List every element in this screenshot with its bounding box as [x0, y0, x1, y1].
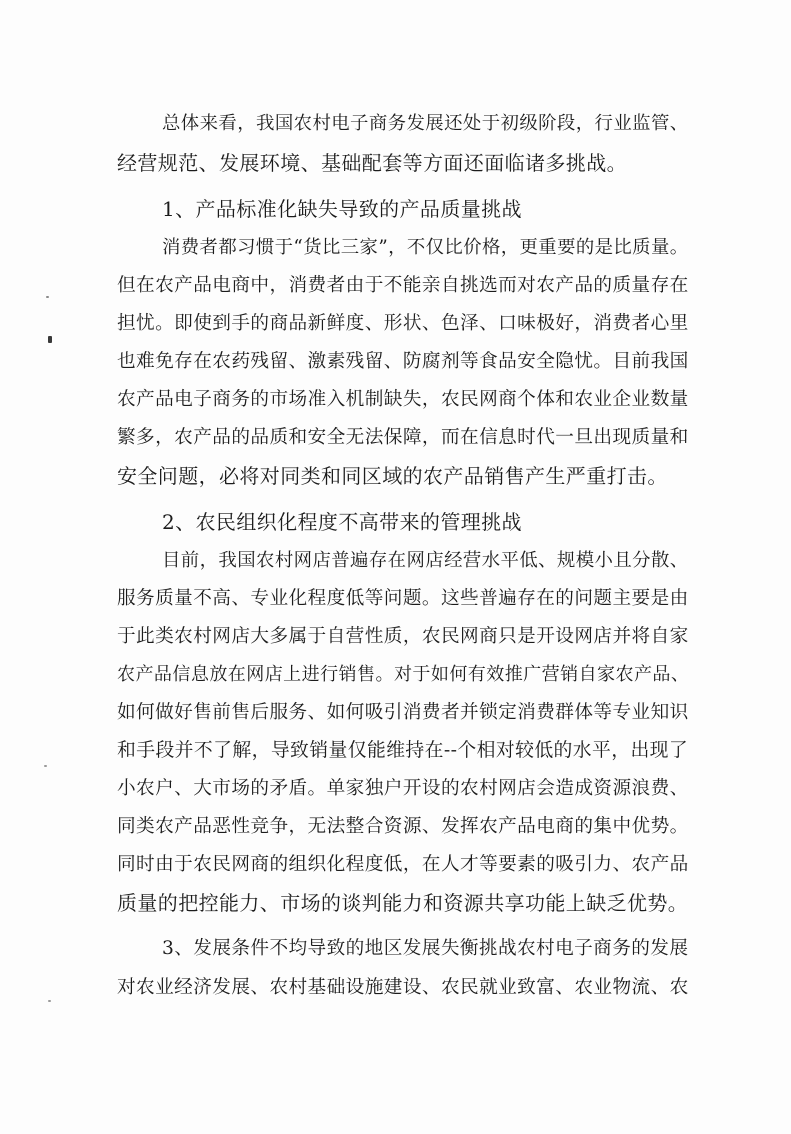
paragraph-line: 和手段并不了解，导致销量仅能维持在--个相对较低的水平，出现了: [117, 740, 689, 761]
paragraph-line: 消费者都习惯于“货比三家”，不仅比价格，更重要的是比质量。: [162, 237, 689, 258]
paragraph-line: 如何做好售前售后服务、如何吸引消费者并锁定消费群体等专业知识: [117, 702, 689, 723]
paragraph-line: 于此类农村网店大多属于自营性质，农民网商只是开设网店并将自家: [117, 626, 689, 647]
paragraph-line: 对农业经济发展、农村基础设施建设、农民就业致富、农业物流、农: [117, 977, 689, 998]
paragraph-line: 安全问题，必将对同类和同区域的农产品销售产生严重打击。: [117, 464, 668, 488]
paragraph-line: 总体来看，我国农村电子商务发展还处于初级阶段，行业监管、: [162, 113, 689, 134]
paragraph-line: 经营规范、发展环境、基础配套等方面还面临诸多挑战。: [117, 151, 627, 175]
paragraph-line: 也难免存在农药残留、激素残留、防腐剂等食品安全隐忧。目前我国: [117, 351, 689, 372]
paragraph-line: 同时由于农民网商的组织化程度低，在人才等要素的吸引力、农产品: [117, 854, 689, 875]
scan-artifact-mark: [48, 336, 52, 343]
paragraph-line: 担忧。即使到手的商品新鲜度、形状、色泽、口味极好，消费者心里: [117, 313, 689, 334]
paragraph-line: 质量的把控能力、市场的谈判能力和资源共享功能上缺乏优势。: [117, 891, 689, 915]
scan-artifact-mark: [48, 1000, 51, 1002]
paragraph-line: 但在农产品电商中，消费者由于不能亲自挑选而对农产品的质量存在: [117, 275, 689, 296]
paragraph-line: 目前，我国农村网店普遍存在网店经营水平低、规模小且分散、: [162, 550, 689, 571]
scan-artifact-mark: [44, 765, 47, 767]
paragraph-line: 农产品信息放在网店上进行销售。对于如何有效推广营销自家农产品、: [117, 664, 690, 685]
paragraph-line: 同类农产品恶性竞争，无法整合资源、发挥农产品电商的集中优势。: [117, 816, 689, 837]
section-heading: 3、发展条件不均导致的地区发展失衡挑战农村电子商务的发展: [162, 938, 689, 959]
scan-artifact-mark: [46, 296, 49, 298]
paragraph-line: 小农户、大市场的矛盾。单家独户开设的农村网店会造成资源浪费、: [117, 778, 689, 799]
paragraph-line: 繁多，农产品的品质和安全无法保障，而在信息时代一旦出现质量和: [117, 427, 689, 448]
paragraph-line: 服务质量不高、专业化程度低等问题。这些普遍存在的问题主要是由: [117, 588, 689, 609]
paragraph-line: 农产品电子商务的市场准入机制缺失，农民网商个体和农业企业数量: [117, 389, 689, 410]
section-heading: 1、产品标准化缺失导致的产品质量挑战: [162, 197, 522, 221]
section-heading: 2、农民组织化程度不高带来的管理挑战: [162, 510, 522, 534]
